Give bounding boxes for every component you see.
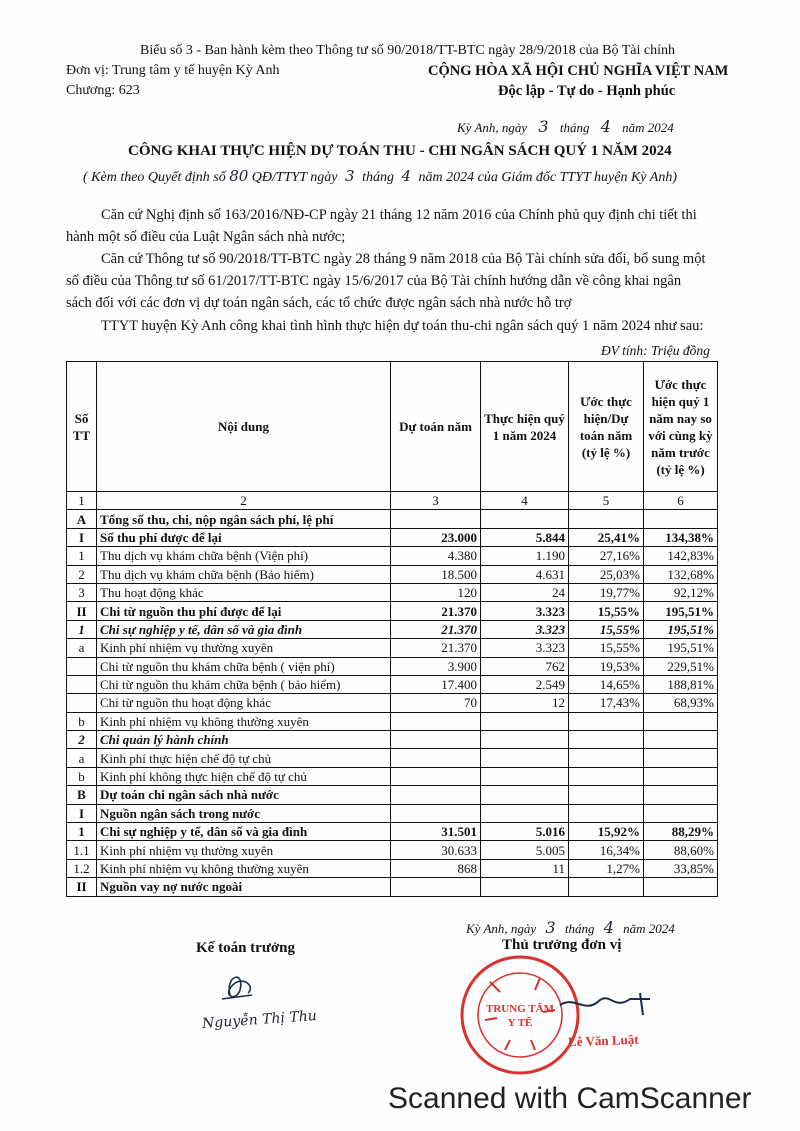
footer-date: [466, 918, 675, 937]
cell-content: Chi từ nguồn thu hoạt động khác: [97, 694, 391, 712]
cell-content: Chi từ nguồn thu phí được để lại: [97, 602, 391, 620]
cell-ratio: 14,65%: [569, 675, 644, 693]
cell-yoy: 195,51%: [644, 602, 718, 620]
col-index: 3: [391, 492, 481, 510]
cell-plan: 70: [391, 694, 481, 712]
cell-actual: [481, 731, 569, 749]
cell-yoy: [644, 804, 718, 822]
cell-stt: 3: [67, 583, 97, 601]
cell-actual: [481, 878, 569, 896]
cell-plan: [391, 731, 481, 749]
cell-stt: a: [67, 749, 97, 767]
table-row: [67, 528, 718, 546]
cell-content: Kinh phí nhiệm vụ thường xuyên: [97, 639, 391, 657]
table-row: [67, 767, 718, 785]
cell-content: Chi sự nghiệp y tế, dân số và gia đình: [97, 823, 391, 841]
cell-yoy: 229,51%: [644, 657, 718, 675]
header-date-month: 4: [600, 117, 611, 136]
cell-plan: [391, 786, 481, 804]
cell-ratio: 1,27%: [569, 859, 644, 877]
cell-yoy: 132,68%: [644, 565, 718, 583]
cell-stt: 1.2: [67, 859, 97, 877]
header-stt: Số TT: [67, 362, 97, 492]
cell-actual: [481, 767, 569, 785]
subtitle-day: 3: [345, 167, 355, 185]
table-row: [67, 583, 718, 601]
cell-yoy: 142,83%: [644, 547, 718, 565]
cell-ratio: 16,34%: [569, 841, 644, 859]
budget-table: [66, 361, 718, 897]
cell-yoy: [644, 731, 718, 749]
paragraph-2-line-1: Căn cứ Thông tư số 90/2018/TT-BTC ngày 28 tháng 9 năm 2018 của Bộ Tài chính sửa đổi, bổ sung một: [101, 251, 706, 267]
cell-plan: [391, 712, 481, 730]
cell-content: Thu dịch vụ khám chữa bệnh (Viện phí): [97, 547, 391, 565]
cell-actual: 3.323: [481, 639, 569, 657]
cell-actual: 1.190: [481, 547, 569, 565]
cell-content: Kinh phí nhiệm vụ không thường xuyên: [97, 712, 391, 730]
cell-ratio: 27,16%: [569, 547, 644, 565]
cell-stt: [67, 694, 97, 712]
chief-accountant-name: Nguyễn Thị Thu: [201, 1008, 318, 1032]
cell-actual: 24: [481, 583, 569, 601]
paragraph-1-line-1: Căn cứ Nghị định số 163/2016/NĐ-CP ngày 21 tháng 12 năm 2016 của Chính phủ quy định chi tiết thi: [101, 207, 697, 223]
table-row: [67, 731, 718, 749]
paragraph-2-line-3: sách đối với các đơn vị dự toán ngân sách, các tổ chức được ngân sách nhà nước hỗ trợ: [66, 295, 572, 311]
form-reference: Biểu số 3 - Ban hành kèm theo Thông tư số 90/2018/TT-BTC ngày 28/9/2018 của Bộ Tài chính: [140, 43, 676, 58]
cell-stt: I: [67, 804, 97, 822]
cell-plan: 23.000: [391, 528, 481, 546]
cell-plan: 31.501: [391, 823, 481, 841]
table-row: [67, 620, 718, 638]
subtitle-month: 4: [401, 167, 411, 185]
cell-plan: 4.380: [391, 547, 481, 565]
camscanner-watermark: Scanned with CamScanner: [388, 1082, 752, 1115]
table-row: [67, 639, 718, 657]
table-row: [67, 547, 718, 565]
table-row: [67, 841, 718, 859]
cell-stt: a: [67, 639, 97, 657]
subtitle-part1: ( Kèm theo Quyết định số: [83, 170, 226, 185]
table-row: [67, 859, 718, 877]
cell-ratio: 15,55%: [569, 620, 644, 638]
cell-actual: 3.323: [481, 602, 569, 620]
cell-actual: 762: [481, 657, 569, 675]
cell-content: Kinh phí thực hiện chế độ tự chủ: [97, 749, 391, 767]
subtitle-part4: năm 2024 của Giám đốc TTYT huyện Kỳ Anh): [418, 170, 677, 185]
table-row: [67, 675, 718, 693]
cell-plan: 30.633: [391, 841, 481, 859]
svg-text:TRUNG TÂM: TRUNG TÂM: [486, 1003, 554, 1015]
unit-name: Đơn vị: Trung tâm y tế huyện Kỳ Anh: [66, 63, 280, 78]
col-index: 5: [569, 492, 644, 510]
cell-stt: I: [67, 528, 97, 546]
cell-stt: [67, 675, 97, 693]
cell-stt: II: [67, 602, 97, 620]
cell-actual: 4.631: [481, 565, 569, 583]
cell-plan: 120: [391, 583, 481, 601]
table-row: [67, 823, 718, 841]
col-index: 2: [97, 492, 391, 510]
header-date: [457, 117, 674, 136]
header-content: Nội dung: [97, 362, 391, 492]
paragraph-2-line-2: số điều của Thông tư số 61/2017/TT-BTC ngày 15/6/2017 của Bộ Tài chính hướng dẫn về công khai ngân: [66, 273, 682, 289]
cell-content: Chi từ nguồn thu khám chữa bệnh ( bảo hiểm): [97, 675, 391, 693]
cell-content: Thu dịch vụ khám chữa bệnh (Bảo hiểm): [97, 565, 391, 583]
table-row: [67, 565, 718, 583]
cell-actual: 5.844: [481, 528, 569, 546]
cell-yoy: 195,51%: [644, 639, 718, 657]
cell-plan: 21.370: [391, 620, 481, 638]
cell-content: Nguồn vay nợ nước ngoài: [97, 878, 391, 896]
decision-number: 80: [229, 167, 249, 185]
cell-ratio: [569, 786, 644, 804]
cell-yoy: [644, 712, 718, 730]
cell-actual: [481, 712, 569, 730]
cell-content: Kinh phí không thực hiện chế độ tự chủ: [97, 767, 391, 785]
cell-actual: 5.005: [481, 841, 569, 859]
republic-title: CỘNG HÒA XÃ HỘI CHỦ NGHĨA VIỆT NAM: [428, 63, 729, 79]
table-row: [67, 878, 718, 896]
cell-yoy: 195,51%: [644, 620, 718, 638]
cell-content: Tổng số thu, chi, nộp ngân sách phí, lệ phí: [97, 510, 391, 528]
cell-plan: [391, 749, 481, 767]
cell-stt: A: [67, 510, 97, 528]
cell-stt: 1: [67, 823, 97, 841]
table-row: [67, 602, 718, 620]
cell-plan: 21.370: [391, 639, 481, 657]
cell-stt: 2: [67, 731, 97, 749]
cell-ratio: [569, 712, 644, 730]
cell-yoy: 188,81%: [644, 675, 718, 693]
cell-stt: B: [67, 786, 97, 804]
cell-plan: [391, 510, 481, 528]
cell-ratio: 25,03%: [569, 565, 644, 583]
cell-yoy: 68,93%: [644, 694, 718, 712]
cell-plan: 3.900: [391, 657, 481, 675]
cell-ratio: 15,55%: [569, 639, 644, 657]
header-date-prefix: Kỳ Anh, ngày: [457, 120, 528, 135]
cell-yoy: [644, 767, 718, 785]
header-yoy: Ước thực hiện quý 1 năm nay so với cùng kỳ năm trước (tỷ lệ %): [644, 362, 718, 492]
header-date-year: năm 2024: [622, 120, 674, 135]
cell-content: Kinh phí nhiệm vụ thường xuyên: [97, 841, 391, 859]
footer-date-prefix: Kỳ Anh, ngày: [466, 921, 537, 936]
cell-content: Số thu phí được để lại: [97, 528, 391, 546]
header-plan: Dự toán năm: [391, 362, 481, 492]
cell-plan: 868: [391, 859, 481, 877]
cell-yoy: 134,38%: [644, 528, 718, 546]
cell-ratio: [569, 749, 644, 767]
table-header-row: [67, 362, 718, 492]
footer-date-year: năm 2024: [623, 921, 675, 936]
cell-plan: [391, 804, 481, 822]
cell-actual: [481, 749, 569, 767]
subtitle-part3: tháng: [362, 170, 394, 185]
cell-actual: 2.549: [481, 675, 569, 693]
table-row: [67, 657, 718, 675]
header-date-month-label: tháng: [559, 120, 590, 135]
table-row: [67, 804, 718, 822]
cell-content: Dự toán chi ngân sách nhà nước: [97, 786, 391, 804]
col-index: 4: [481, 492, 569, 510]
cell-actual: 3.323: [481, 620, 569, 638]
cell-yoy: 92,12%: [644, 583, 718, 601]
cell-yoy: 88,29%: [644, 823, 718, 841]
cell-yoy: 88,60%: [644, 841, 718, 859]
paragraph-1-line-2: hành một số điều của Luật Ngân sách nhà nước;: [66, 229, 346, 245]
cell-content: Nguồn ngân sách trong nước: [97, 804, 391, 822]
cell-actual: 11: [481, 859, 569, 877]
chief-accountant-signature: [200, 965, 330, 1045]
document-title: CÔNG KHAI THỰC HIỆN DỰ TOÁN THU - CHI NGÂN SÁCH QUÝ 1 NĂM 2024: [128, 143, 672, 159]
cell-yoy: [644, 510, 718, 528]
cell-ratio: 15,92%: [569, 823, 644, 841]
cell-content: Chi từ nguồn thu khám chữa bệnh ( viện phí): [97, 657, 391, 675]
cell-ratio: 17,43%: [569, 694, 644, 712]
cell-actual: 5.016: [481, 823, 569, 841]
svg-text:Y TẾ: Y TẾ: [507, 1017, 533, 1029]
cell-ratio: 25,41%: [569, 528, 644, 546]
national-motto: Độc lập - Tự do - Hạnh phúc: [498, 83, 676, 99]
cell-ratio: [569, 731, 644, 749]
cell-actual: [481, 786, 569, 804]
cell-stt: b: [67, 712, 97, 730]
column-index-row: [67, 492, 718, 510]
header-date-day: 3: [538, 117, 549, 136]
cell-stt: 1: [67, 547, 97, 565]
cell-ratio: 19,77%: [569, 583, 644, 601]
header-actual: Thực hiện quý 1 năm 2024: [481, 362, 569, 492]
document-subtitle: [83, 167, 677, 186]
table-row: [67, 510, 718, 528]
director-signature: [555, 985, 675, 1025]
cell-plan: 21.370: [391, 602, 481, 620]
col-index: 6: [644, 492, 718, 510]
cell-stt: 1.1: [67, 841, 97, 859]
table-row: [67, 749, 718, 767]
cell-ratio: [569, 510, 644, 528]
cell-plan: 17.400: [391, 675, 481, 693]
cell-actual: [481, 804, 569, 822]
cell-ratio: [569, 804, 644, 822]
cell-plan: [391, 878, 481, 896]
chief-accountant-title: Kế toán trưởng: [196, 940, 295, 956]
cell-content: Kinh phí nhiệm vụ không thường xuyên: [97, 859, 391, 877]
cell-stt: [67, 657, 97, 675]
cell-yoy: [644, 749, 718, 767]
cell-content: Thu hoạt động khác: [97, 583, 391, 601]
footer-date-day: 3: [545, 918, 556, 937]
cell-plan: [391, 767, 481, 785]
cell-ratio: 15,55%: [569, 602, 644, 620]
cell-stt: 2: [67, 565, 97, 583]
subtitle-part2: QĐ/TTYT ngày: [251, 170, 338, 185]
chapter-code: Chương: 623: [66, 83, 140, 98]
cell-stt: II: [67, 878, 97, 896]
cell-actual: [481, 510, 569, 528]
table-row: [67, 712, 718, 730]
cell-content: Chi quản lý hành chính: [97, 731, 391, 749]
currency-unit-note: ĐV tính: Triệu đồng: [601, 343, 710, 358]
cell-ratio: [569, 767, 644, 785]
table-row: [67, 694, 718, 712]
director-name: Lê Văn Luật: [567, 1031, 639, 1050]
footer-date-month-label: tháng: [564, 921, 595, 936]
table-row: [67, 786, 718, 804]
footer-date-month: 4: [603, 918, 614, 937]
cell-content: Chi sự nghiệp y tế, dân số và gia đình: [97, 620, 391, 638]
cell-yoy: 33,85%: [644, 859, 718, 877]
paragraph-3: TTYT huyện Kỳ Anh công khai tình hình thực hiện dự toán thu-chi ngân sách quý 1 năm 2024 như sau:: [101, 318, 704, 334]
cell-ratio: 19,53%: [569, 657, 644, 675]
cell-stt: 1: [67, 620, 97, 638]
col-index: 1: [67, 492, 97, 510]
cell-stt: b: [67, 767, 97, 785]
cell-actual: 12: [481, 694, 569, 712]
header-ratio: Ước thực hiện/Dự toán năm (tỷ lệ %): [569, 362, 644, 492]
cell-yoy: [644, 786, 718, 804]
cell-plan: 18.500: [391, 565, 481, 583]
director-title: Thủ trưởng đơn vị: [502, 937, 622, 953]
cell-yoy: [644, 878, 718, 896]
cell-ratio: [569, 878, 644, 896]
